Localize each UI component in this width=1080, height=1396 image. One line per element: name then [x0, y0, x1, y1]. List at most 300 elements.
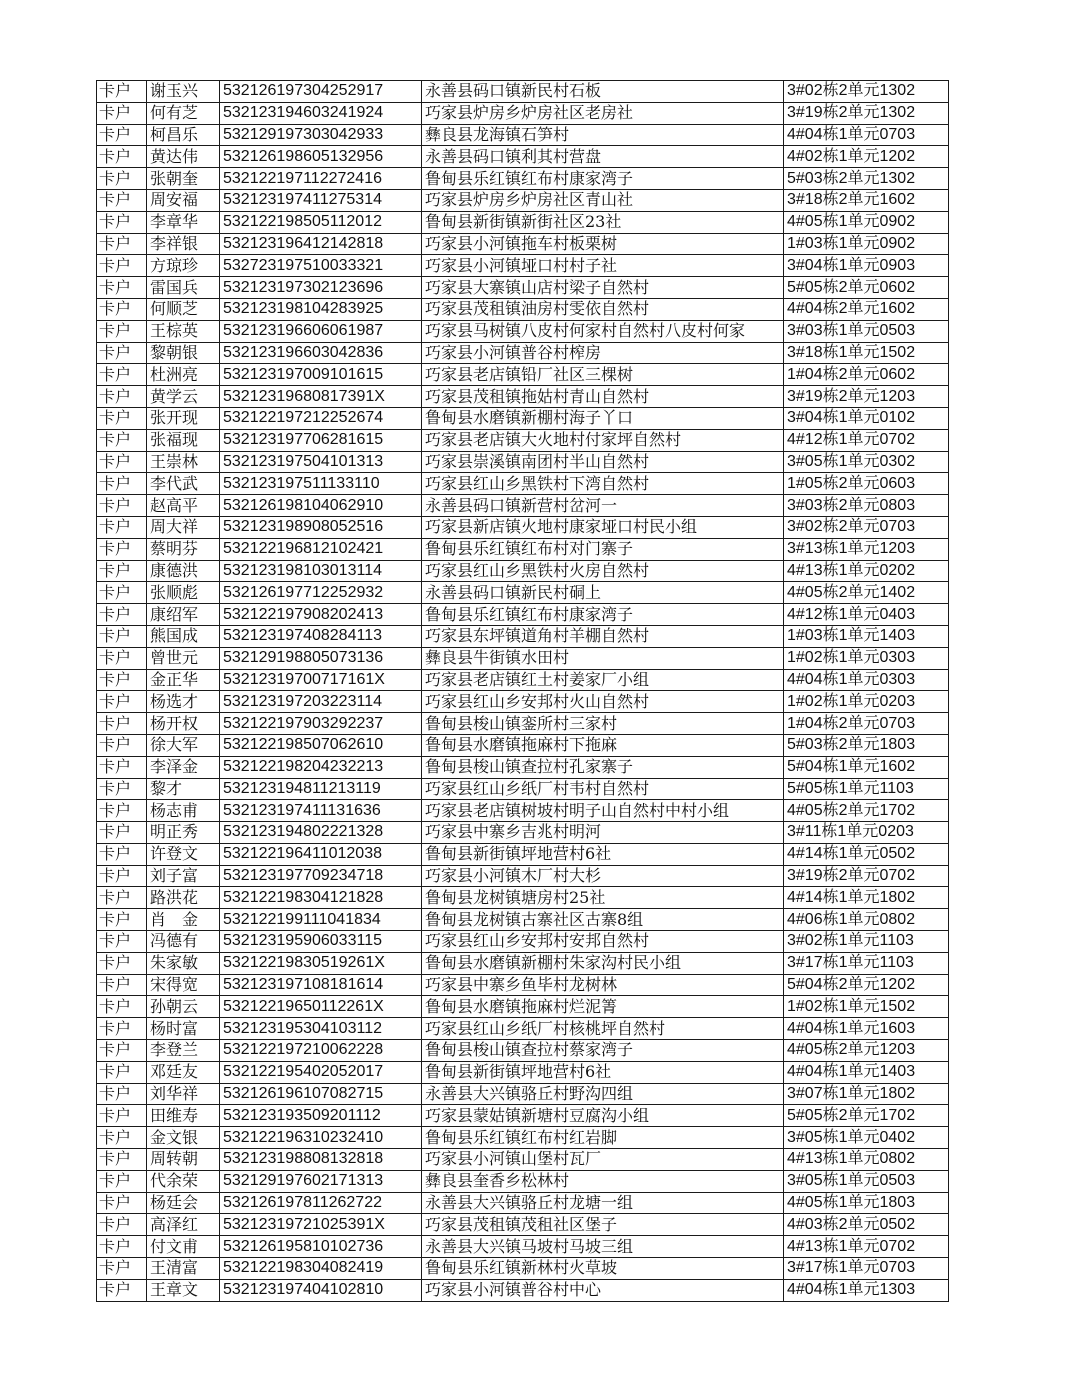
table-row [97, 81, 949, 103]
household-type-cell: 卡户 [97, 1236, 147, 1258]
address-cell: 巧家县小河镇拖车村板栗树 [422, 233, 784, 255]
name-cell: 周大祥 [147, 516, 220, 538]
unit-assignment-cell: 3#17栋1单元0703 [784, 1258, 949, 1280]
name-cell: 杨选才 [147, 691, 220, 713]
unit-assignment-cell: 4#04栋1单元1403 [784, 1061, 949, 1083]
household-type-cell: 卡户 [97, 1214, 147, 1236]
address-cell: 巧家县红山乡安邦村安邦自然村 [422, 931, 784, 953]
name-cell: 刘华祥 [147, 1083, 220, 1105]
name-cell: 杨时富 [147, 1018, 220, 1040]
id-number-cell: 532122195402052017 [220, 1061, 422, 1083]
household-type-cell: 卡户 [97, 713, 147, 735]
unit-assignment-cell: 3#07栋1单元1802 [784, 1083, 949, 1105]
address-cell: 永善县码口镇利其村营盘 [422, 146, 784, 168]
unit-assignment-cell: 3#05栋1单元0302 [784, 451, 949, 473]
name-cell: 朱家敏 [147, 952, 220, 974]
unit-assignment-cell: 1#04栋2单元0703 [784, 713, 949, 735]
unit-assignment-cell: 3#13栋1单元1203 [784, 538, 949, 560]
unit-assignment-cell: 3#18栋1单元1502 [784, 342, 949, 364]
table-row [97, 1170, 949, 1192]
id-number-cell: 532122197212252674 [220, 407, 422, 429]
name-cell: 雷国兵 [147, 277, 220, 299]
household-type-cell: 卡户 [97, 364, 147, 386]
table-row [97, 822, 949, 844]
table-row [97, 102, 949, 124]
address-cell: 巧家县小河镇普谷村榨房 [422, 342, 784, 364]
household-type-cell: 卡户 [97, 931, 147, 953]
household-type-cell: 卡户 [97, 81, 147, 103]
unit-assignment-cell: 3#18栋2单元1602 [784, 189, 949, 211]
address-cell: 巧家县炉房乡炉房社区老房社 [422, 102, 784, 124]
name-cell: 何有芝 [147, 102, 220, 124]
household-type-cell: 卡户 [97, 495, 147, 517]
id-number-cell: 532123197108181614 [220, 974, 422, 996]
table-row [97, 974, 949, 996]
household-type-cell: 卡户 [97, 189, 147, 211]
table-row [97, 1105, 949, 1127]
household-type-cell: 卡户 [97, 211, 147, 233]
address-cell: 永善县大兴镇骆丘村野沟四组 [422, 1083, 784, 1105]
name-cell: 何顺芝 [147, 298, 220, 320]
household-type-cell: 卡户 [97, 277, 147, 299]
address-cell: 巧家县中寨乡吉兆村明河 [422, 822, 784, 844]
name-cell: 张开现 [147, 407, 220, 429]
id-number-cell: 532123196412142818 [220, 233, 422, 255]
household-type-cell: 卡户 [97, 887, 147, 909]
household-type-cell: 卡户 [97, 1149, 147, 1171]
table-row [97, 843, 949, 865]
id-number-cell: 532122198304121828 [220, 887, 422, 909]
name-cell: 许登文 [147, 843, 220, 865]
household-type-cell: 卡户 [97, 604, 147, 626]
unit-assignment-cell: 3#05栋1单元0402 [784, 1127, 949, 1149]
name-cell: 张顺彪 [147, 582, 220, 604]
table-row [97, 211, 949, 233]
id-number-cell: 532123198808132818 [220, 1149, 422, 1171]
name-cell: 路洪花 [147, 887, 220, 909]
unit-assignment-cell: 4#12栋1单元0702 [784, 429, 949, 451]
address-cell: 鲁甸县新街镇新街社区23社 [422, 211, 784, 233]
id-number-cell: 532123194802221328 [220, 822, 422, 844]
name-cell: 黎才 [147, 778, 220, 800]
address-cell: 鲁甸县新街镇坪地营村6社 [422, 1061, 784, 1083]
household-type-cell: 卡户 [97, 625, 147, 647]
table-row [97, 756, 949, 778]
name-cell: 方琼珍 [147, 255, 220, 277]
household-type-cell: 卡户 [97, 1192, 147, 1214]
id-number-cell: 532122197112272416 [220, 168, 422, 190]
name-cell: 张朝奎 [147, 168, 220, 190]
address-cell: 巧家县红山乡纸厂村核桃坪自然村 [422, 1018, 784, 1040]
household-allocation-table [96, 80, 949, 1302]
unit-assignment-cell: 4#13栋1单元0802 [784, 1149, 949, 1171]
name-cell: 谢玉兴 [147, 81, 220, 103]
table-row [97, 909, 949, 931]
id-number-cell: 532123193509201112 [220, 1105, 422, 1127]
id-number-cell: 532122196812102421 [220, 538, 422, 560]
unit-assignment-cell: 4#04栋1单元0303 [784, 669, 949, 691]
table-row [97, 952, 949, 974]
name-cell: 刘子富 [147, 865, 220, 887]
household-type-cell: 卡户 [97, 1040, 147, 1062]
name-cell: 柯昌乐 [147, 124, 220, 146]
address-cell: 巧家县崇溪镇南团村半山自然村 [422, 451, 784, 473]
address-cell: 彝良县牛街镇水田村 [422, 647, 784, 669]
table-row [97, 691, 949, 713]
table-row [97, 429, 949, 451]
address-cell: 巧家县小河镇普谷村中心 [422, 1279, 784, 1301]
household-type-cell: 卡户 [97, 800, 147, 822]
table-row [97, 1040, 949, 1062]
table-row [97, 604, 949, 626]
table-row [97, 1214, 949, 1236]
household-type-cell: 卡户 [97, 1170, 147, 1192]
household-type-cell: 卡户 [97, 822, 147, 844]
table-row [97, 189, 949, 211]
table-row [97, 495, 949, 517]
unit-assignment-cell: 3#04栋1单元0102 [784, 407, 949, 429]
address-cell: 巧家县马树镇八皮村何家村自然村八皮村何家 [422, 320, 784, 342]
unit-assignment-cell: 4#03栋2单元0502 [784, 1214, 949, 1236]
id-number-cell: 532122198204232213 [220, 756, 422, 778]
unit-assignment-cell: 3#19栋2单元1302 [784, 102, 949, 124]
id-number-cell: 532122196310232410 [220, 1127, 422, 1149]
household-type-cell: 卡户 [97, 1258, 147, 1280]
id-number-cell: 532123198104283925 [220, 298, 422, 320]
address-cell: 鲁甸县水磨镇拖麻村下拖麻 [422, 734, 784, 756]
unit-assignment-cell: 1#04栋2单元0602 [784, 364, 949, 386]
unit-assignment-cell: 5#04栋1单元1602 [784, 756, 949, 778]
address-cell: 鲁甸县龙树镇塘房村25社 [422, 887, 784, 909]
unit-assignment-cell: 4#04栋2单元1602 [784, 298, 949, 320]
id-number-cell: 532123197404102810 [220, 1279, 422, 1301]
address-cell: 巧家县东坪镇道角村羊棚自然村 [422, 625, 784, 647]
table-row [97, 1192, 949, 1214]
unit-assignment-cell: 4#05栋2单元1702 [784, 800, 949, 822]
address-cell: 鲁甸县乐红镇红布村红岩脚 [422, 1127, 784, 1149]
name-cell: 康德洪 [147, 560, 220, 582]
unit-assignment-cell: 4#14栋1单元1802 [784, 887, 949, 909]
name-cell: 高泽红 [147, 1214, 220, 1236]
unit-assignment-cell: 4#13栋1单元0202 [784, 560, 949, 582]
id-number-cell: 532126195810102736 [220, 1236, 422, 1258]
address-cell: 鲁甸县乐红镇红布村对门寨子 [422, 538, 784, 560]
unit-assignment-cell: 3#11栋1单元0203 [784, 822, 949, 844]
id-number-cell: 53212219830519261X [220, 952, 422, 974]
address-cell: 鲁甸县水磨镇新棚村朱家沟村民小组 [422, 952, 784, 974]
table-row [97, 320, 949, 342]
id-number-cell: 532126197712252932 [220, 582, 422, 604]
id-number-cell: 532126198104062910 [220, 495, 422, 517]
table-row [97, 168, 949, 190]
name-cell: 代余荣 [147, 1170, 220, 1192]
table-row [97, 734, 949, 756]
household-type-cell: 卡户 [97, 1105, 147, 1127]
name-cell: 王清富 [147, 1258, 220, 1280]
id-number-cell: 532126197811262722 [220, 1192, 422, 1214]
address-cell: 巧家县老店镇铅厂社区三棵树 [422, 364, 784, 386]
name-cell: 杜洲亮 [147, 364, 220, 386]
name-cell: 康绍军 [147, 604, 220, 626]
table-row [97, 407, 949, 429]
name-cell: 李登兰 [147, 1040, 220, 1062]
name-cell: 熊国成 [147, 625, 220, 647]
household-type-cell: 卡户 [97, 320, 147, 342]
address-cell: 永善县码口镇新民村硐上 [422, 582, 784, 604]
name-cell: 宋得宽 [147, 974, 220, 996]
household-type-cell: 卡户 [97, 582, 147, 604]
name-cell: 田维寿 [147, 1105, 220, 1127]
table-row [97, 800, 949, 822]
id-number-cell: 532123197411131636 [220, 800, 422, 822]
address-cell: 鲁甸县新街镇坪地营村6社 [422, 843, 784, 865]
unit-assignment-cell: 3#02栋2单元1302 [784, 81, 949, 103]
unit-assignment-cell: 3#04栋1单元0903 [784, 255, 949, 277]
household-type-cell: 卡户 [97, 1279, 147, 1301]
unit-assignment-cell: 1#03栋1单元0902 [784, 233, 949, 255]
name-cell: 杨志甫 [147, 800, 220, 822]
table-row [97, 996, 949, 1018]
id-number-cell: 532122197908202413 [220, 604, 422, 626]
table-row [97, 473, 949, 495]
household-type-cell: 卡户 [97, 1061, 147, 1083]
id-number-cell: 532123197504101313 [220, 451, 422, 473]
table-row [97, 1083, 949, 1105]
household-type-cell: 卡户 [97, 756, 147, 778]
unit-assignment-cell: 5#05栋2单元1702 [784, 1105, 949, 1127]
unit-assignment-cell: 5#03栋2单元1302 [784, 168, 949, 190]
address-cell: 鲁甸县梭山镇銮所村三家村 [422, 713, 784, 735]
name-cell: 王章文 [147, 1279, 220, 1301]
unit-assignment-cell: 3#19栋2单元1203 [784, 386, 949, 408]
name-cell: 张福现 [147, 429, 220, 451]
id-number-cell: 532123194603241924 [220, 102, 422, 124]
id-number-cell: 532123197411275314 [220, 189, 422, 211]
table-row [97, 364, 949, 386]
id-number-cell: 532126197304252917 [220, 81, 422, 103]
address-cell: 巧家县小河镇木厂村大杉 [422, 865, 784, 887]
household-type-cell: 卡户 [97, 996, 147, 1018]
address-cell: 永善县码口镇新民村石板 [422, 81, 784, 103]
table-row [97, 669, 949, 691]
name-cell: 黎朝银 [147, 342, 220, 364]
id-number-cell: 532123196606061987 [220, 320, 422, 342]
id-number-cell: 532123195304103112 [220, 1018, 422, 1040]
household-type-cell: 卡户 [97, 538, 147, 560]
unit-assignment-cell: 4#04栋1单元1303 [784, 1279, 949, 1301]
table-row [97, 255, 949, 277]
household-type-cell: 卡户 [97, 233, 147, 255]
name-cell: 徐大军 [147, 734, 220, 756]
address-cell: 巧家县蒙姑镇新塘村豆腐沟小组 [422, 1105, 784, 1127]
name-cell: 黄达伟 [147, 146, 220, 168]
unit-assignment-cell: 1#03栋1单元1403 [784, 625, 949, 647]
address-cell: 巧家县老店镇大火地村付家坪自然村 [422, 429, 784, 451]
household-type-cell: 卡户 [97, 734, 147, 756]
name-cell: 明正秀 [147, 822, 220, 844]
household-type-cell: 卡户 [97, 691, 147, 713]
unit-assignment-cell: 4#05栋2单元1402 [784, 582, 949, 604]
id-number-cell: 53212319700717161X [220, 669, 422, 691]
table-row [97, 146, 949, 168]
table-row [97, 887, 949, 909]
table-row [97, 538, 949, 560]
id-number-cell: 532129197602171313 [220, 1170, 422, 1192]
name-cell: 曾世元 [147, 647, 220, 669]
address-cell: 巧家县中寨乡鱼毕村龙树林 [422, 974, 784, 996]
address-cell: 巧家县茂租镇油房村雯依自然村 [422, 298, 784, 320]
name-cell: 邓廷友 [147, 1061, 220, 1083]
name-cell: 冯德有 [147, 931, 220, 953]
table-row [97, 713, 949, 735]
table-row [97, 647, 949, 669]
unit-assignment-cell: 1#02栋1单元1502 [784, 996, 949, 1018]
table-row [97, 582, 949, 604]
unit-assignment-cell: 3#05栋1单元0503 [784, 1170, 949, 1192]
id-number-cell: 532123197203223114 [220, 691, 422, 713]
id-number-cell: 532122196411012038 [220, 843, 422, 865]
address-cell: 彝良县龙海镇石笋村 [422, 124, 784, 146]
household-type-cell: 卡户 [97, 647, 147, 669]
address-cell: 巧家县新店镇火地村康家垭口村民小组 [422, 516, 784, 538]
unit-assignment-cell: 5#04栋2单元1202 [784, 974, 949, 996]
household-type-cell: 卡户 [97, 516, 147, 538]
address-cell: 鲁甸县水磨镇新棚村海子丫口 [422, 407, 784, 429]
id-number-cell: 532123197706281615 [220, 429, 422, 451]
household-type-cell: 卡户 [97, 952, 147, 974]
id-number-cell: 532122198507062610 [220, 734, 422, 756]
address-cell: 鲁甸县乐红镇新林村火草坡 [422, 1258, 784, 1280]
name-cell: 杨廷会 [147, 1192, 220, 1214]
table-row [97, 1236, 949, 1258]
id-number-cell: 53212319721025391X [220, 1214, 422, 1236]
id-number-cell: 53212219650112261X [220, 996, 422, 1018]
address-cell: 巧家县大寨镇山店村梁子自然村 [422, 277, 784, 299]
id-number-cell: 532123196603042836 [220, 342, 422, 364]
name-cell: 李代武 [147, 473, 220, 495]
table-row [97, 1149, 949, 1171]
id-number-cell: 532122198304082419 [220, 1258, 422, 1280]
table-row [97, 1127, 949, 1149]
id-number-cell: 532123197302123696 [220, 277, 422, 299]
address-cell: 永善县大兴镇马坡村马坡三组 [422, 1236, 784, 1258]
address-cell: 彝良县奎香乡松林村 [422, 1170, 784, 1192]
unit-assignment-cell: 3#17栋1单元1103 [784, 952, 949, 974]
id-number-cell: 532122197210062228 [220, 1040, 422, 1062]
table-row [97, 1279, 949, 1301]
unit-assignment-cell: 4#02栋1单元1202 [784, 146, 949, 168]
address-cell: 巧家县老店镇树坡村明子山自然村中村小组 [422, 800, 784, 822]
unit-assignment-cell: 4#13栋1单元0702 [784, 1236, 949, 1258]
name-cell: 金文银 [147, 1127, 220, 1149]
table-row [97, 1258, 949, 1280]
table-row [97, 560, 949, 582]
name-cell: 李祥银 [147, 233, 220, 255]
table-row [97, 124, 949, 146]
table-row [97, 298, 949, 320]
household-type-cell: 卡户 [97, 560, 147, 582]
id-number-cell: 532122197903292237 [220, 713, 422, 735]
table-row [97, 342, 949, 364]
address-cell: 永善县大兴镇骆丘村龙塘一组 [422, 1192, 784, 1214]
household-type-cell: 卡户 [97, 255, 147, 277]
table-row [97, 865, 949, 887]
address-cell: 巧家县红山乡黑铁村火房自然村 [422, 560, 784, 582]
address-cell: 巧家县茂租镇拖姑村青山自然村 [422, 386, 784, 408]
table-row [97, 931, 949, 953]
household-type-cell: 卡户 [97, 342, 147, 364]
address-cell: 巧家县小河镇山堡村瓦厂 [422, 1149, 784, 1171]
address-cell: 永善县码口镇新营村岔河一 [422, 495, 784, 517]
name-cell: 李泽金 [147, 756, 220, 778]
unit-assignment-cell: 3#19栋2单元0702 [784, 865, 949, 887]
unit-assignment-cell: 4#06栋1单元0802 [784, 909, 949, 931]
table-row [97, 451, 949, 473]
table-row [97, 1061, 949, 1083]
address-cell: 巧家县红山乡安邦村火山自然村 [422, 691, 784, 713]
name-cell: 蔡明芬 [147, 538, 220, 560]
id-number-cell: 532123197408284113 [220, 625, 422, 647]
household-type-cell: 卡户 [97, 102, 147, 124]
household-type-cell: 卡户 [97, 473, 147, 495]
household-type-cell: 卡户 [97, 865, 147, 887]
household-type-cell: 卡户 [97, 1127, 147, 1149]
address-cell: 鲁甸县水磨镇拖麻村烂泥箐 [422, 996, 784, 1018]
household-type-cell: 卡户 [97, 124, 147, 146]
address-cell: 巧家县老店镇红土村姜家厂小组 [422, 669, 784, 691]
household-type-cell: 卡户 [97, 429, 147, 451]
household-type-cell: 卡户 [97, 1018, 147, 1040]
address-cell: 巧家县茂租镇茂租社区堡子 [422, 1214, 784, 1236]
unit-assignment-cell: 4#04栋1单元0703 [784, 124, 949, 146]
unit-assignment-cell: 3#02栋1单元1103 [784, 931, 949, 953]
unit-assignment-cell: 1#02栋1单元0303 [784, 647, 949, 669]
unit-assignment-cell: 4#05栋2单元1203 [784, 1040, 949, 1062]
unit-assignment-cell: 3#03栋1单元0503 [784, 320, 949, 342]
household-type-cell: 卡户 [97, 909, 147, 931]
id-number-cell: 532129198805073136 [220, 647, 422, 669]
unit-assignment-cell: 1#05栋2单元0603 [784, 473, 949, 495]
id-number-cell: 532126196107082715 [220, 1083, 422, 1105]
id-number-cell: 532129197303042933 [220, 124, 422, 146]
household-type-cell: 卡户 [97, 146, 147, 168]
household-type-cell: 卡户 [97, 386, 147, 408]
unit-assignment-cell: 5#05栋1单元1103 [784, 778, 949, 800]
unit-assignment-cell: 5#03栋2单元1803 [784, 734, 949, 756]
name-cell: 孙朝云 [147, 996, 220, 1018]
household-type-cell: 卡户 [97, 168, 147, 190]
name-cell: 周安福 [147, 189, 220, 211]
name-cell: 李章华 [147, 211, 220, 233]
address-cell: 鲁甸县梭山镇查拉村蔡家湾子 [422, 1040, 784, 1062]
id-number-cell: 532123197009101615 [220, 364, 422, 386]
name-cell: 王崇林 [147, 451, 220, 473]
unit-assignment-cell: 3#03栋2单元0803 [784, 495, 949, 517]
name-cell: 杨开权 [147, 713, 220, 735]
unit-assignment-cell: 1#02栋1单元0203 [784, 691, 949, 713]
unit-assignment-cell: 4#04栋1单元1603 [784, 1018, 949, 1040]
household-type-cell: 卡户 [97, 407, 147, 429]
unit-assignment-cell: 4#12栋1单元0403 [784, 604, 949, 626]
table-row [97, 277, 949, 299]
unit-assignment-cell: 4#05栋1单元1803 [784, 1192, 949, 1214]
household-type-cell: 卡户 [97, 298, 147, 320]
id-number-cell: 532123194811213119 [220, 778, 422, 800]
unit-assignment-cell: 4#14栋1单元0502 [784, 843, 949, 865]
id-number-cell: 532123195906033115 [220, 931, 422, 953]
address-cell: 巧家县小河镇垭口村村子社 [422, 255, 784, 277]
address-cell: 鲁甸县乐红镇红布村康家湾子 [422, 168, 784, 190]
